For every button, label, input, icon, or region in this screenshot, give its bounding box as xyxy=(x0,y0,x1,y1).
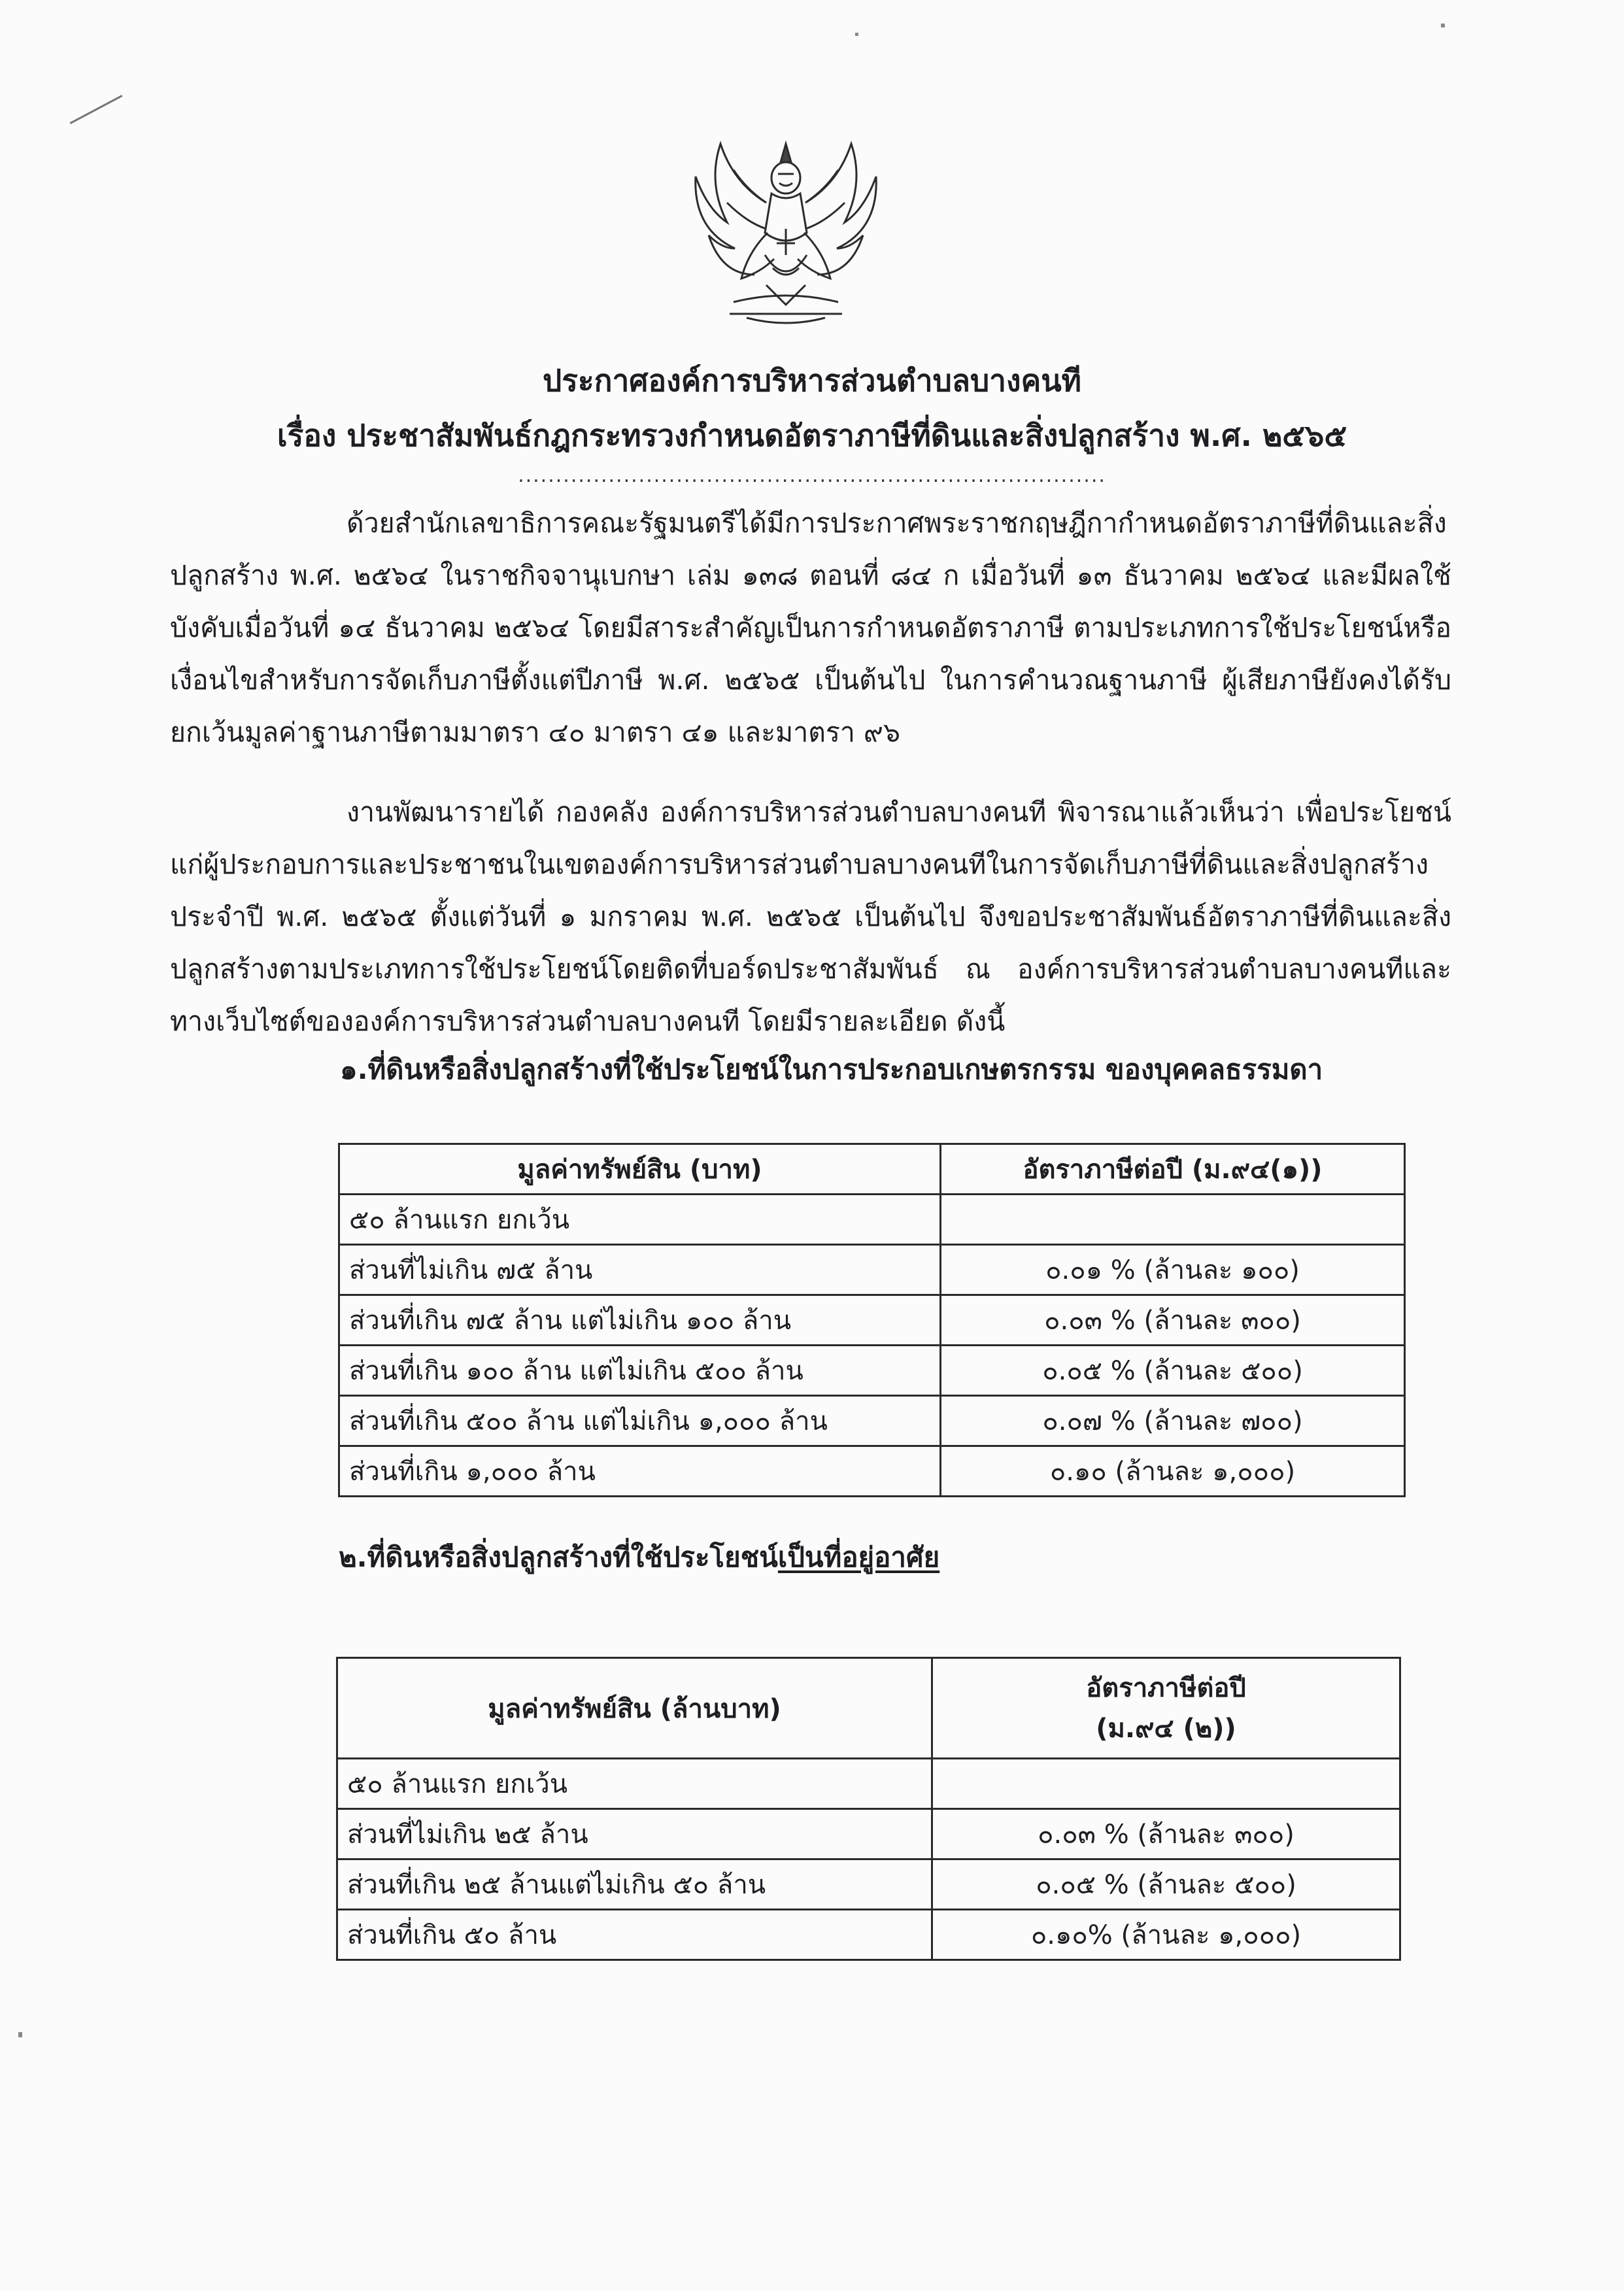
table-row xyxy=(337,1910,1400,1960)
table-row xyxy=(337,1809,1400,1859)
cell-rate: ๐.๑๐ (ล้านละ ๑,๐๐๐) xyxy=(941,1446,1405,1497)
paragraph-1 xyxy=(170,497,1451,758)
scan-speck xyxy=(1441,24,1445,27)
table-row xyxy=(339,1195,1405,1245)
cell-rate xyxy=(932,1759,1400,1809)
cell-value: ส่วนที่เกิน ๕๐ ล้าน xyxy=(337,1910,932,1960)
paragraph-2 xyxy=(170,786,1451,1047)
table-row xyxy=(339,1245,1405,1295)
announcement-subject: เรื่อง ประชาสัมพันธ์กฎกระทรวงกำหนดอัตราภาษีที่ดินและสิ่งปลูกสร้าง พ.ศ. ๒๕๖๕ xyxy=(277,418,1347,453)
announcement-body xyxy=(170,497,1451,1047)
column-header-rate xyxy=(932,1658,1400,1759)
paragraph-1-text: ด้วยสำนักเลขาธิการคณะรัฐมนตรีได้มีการประกาศพระราชกฤษฎีกากำหนดอัตราภาษีที่ดินและสิ่งปลูกสร้าง พ.ศ. ๒๕๖๔ ในราชกิจจานุเบกษา เล่ม ๑๓๘ ตอนที่ ๘๔ ก เมื่อวันที่ ๑๓ ธันวาคม ๒๕๖๔ และมีผลใช้บังคับเมื่อวันที่ ๑๔ ธันวาคม ๒๕๖๔ โดยมีสาระสำคัญเป็นการกำหนดอัตราภาษี ตามประเภทการใช้ประโยชน์หรือเงื่อนไขสำหรับการจัดเก็บภาษีตั้งแต่ปีภาษี พ.ศ. ๒๕๖๕ เป็นต้นไป ในการคำนวณฐานภาษี ผู้เสียภาษียังคงได้รับยกเว้นมูลค่าฐานภาษีตามมาตรา ๔๐ มาตรา ๔๑ และมาตรา ๙๖ xyxy=(170,507,1451,748)
table-header-row xyxy=(337,1658,1400,1759)
garuda-emblem xyxy=(688,131,884,333)
cell-value: ส่วนที่เกิน ๑,๐๐๐ ล้าน xyxy=(339,1446,941,1497)
announcement-header xyxy=(0,353,1624,489)
table-row xyxy=(339,1446,1405,1497)
agriculture-tax-table xyxy=(338,1143,1406,1497)
column-header-value: มูลค่าทรัพย์สิน (บาท) xyxy=(339,1144,941,1195)
cell-rate: ๐.๑๐% (ล้านละ ๑,๐๐๐) xyxy=(932,1910,1400,1960)
cell-rate: ๐.๐๓ % (ล้านละ ๓๐๐) xyxy=(941,1295,1405,1346)
cell-value: ส่วนที่เกิน ๗๕ ล้าน แต่ไม่เกิน ๑๐๐ ล้าน xyxy=(339,1295,941,1346)
title-divider: .............................................................................. xyxy=(518,464,1106,487)
paragraph-2-text: งานพัฒนารายได้ กองคลัง องค์การบริหารส่วนตำบลบางคนที พิจารณาแล้วเห็นว่า เพื่อประโยชน์แก่ผู้ประกอบการและประชาชนในเขตองค์การบริหารส่วนตำบลบางคนทีในการจัดเก็บภาษีที่ดินและสิ่งปลูกสร้าง ประจำปี พ.ศ. ๒๕๖๕ ตั้งแต่วันที่ ๑ มกราคม พ.ศ. ๒๕๖๕ เป็นต้นไป จึงขอประชาสัมพันธ์อัตราภาษีที่ดินและสิ่งปลูกสร้างตามประเภทการใช้ประโยชน์โดยติดที่บอร์ดประชาสัมพันธ์ ณ องค์การบริหารส่วนตำบลบางคนทีและทางเว็บไซต์ขององค์การบริหารส่วนตำบลบางคนที โดยมีรายละเอียด ดังนี้ xyxy=(170,796,1451,1037)
section-1-heading: ๑.ที่ดินหรือสิ่งปลูกสร้างที่ใช้ประโยชน์ในการประกอบเกษตรกรรม ของบุคคลธรรมดา xyxy=(340,1053,1323,1085)
column-header-rate: อัตราภาษีต่อปี (ม.๙๔(๑)) xyxy=(941,1144,1405,1195)
table-row xyxy=(337,1859,1400,1910)
cell-rate: ๐.๐๕ % (ล้านละ ๕๐๐) xyxy=(932,1859,1400,1910)
cell-value: ส่วนที่ไม่เกิน ๗๕ ล้าน xyxy=(339,1245,941,1295)
column-header-value: มูลค่าทรัพย์สิน (ล้านบาท) xyxy=(337,1658,932,1759)
cell-value: ส่วนที่เกิน ๒๕ ล้านแต่ไม่เกิน ๕๐ ล้าน xyxy=(337,1859,932,1910)
scan-speck xyxy=(855,33,858,36)
announcement-title: ประกาศองค์การบริหารส่วนตำบลบางคนที xyxy=(543,363,1081,398)
table-row xyxy=(339,1346,1405,1396)
table-row xyxy=(339,1295,1405,1346)
cell-value: ส่วนที่ไม่เกิน ๒๕ ล้าน xyxy=(337,1809,932,1859)
cell-rate: ๐.๐๑ % (ล้านละ ๑๐๐) xyxy=(941,1245,1405,1295)
residential-tax-table xyxy=(336,1657,1401,1961)
table-row xyxy=(339,1396,1405,1446)
section-2-heading-underlined: เป็นที่อยู่อาศัย xyxy=(777,1541,940,1573)
table-row xyxy=(337,1759,1400,1809)
scan-speck xyxy=(18,2032,22,2037)
cell-value: ๕๐ ล้านแรก ยกเว้น xyxy=(339,1195,941,1245)
cell-value: ส่วนที่เกิน ๕๐๐ ล้าน แต่ไม่เกิน ๑,๐๐๐ ล้าน xyxy=(339,1396,941,1446)
section-2-heading xyxy=(339,1538,939,1577)
cell-value: ส่วนที่เกิน ๑๐๐ ล้าน แต่ไม่เกิน ๕๐๐ ล้าน xyxy=(339,1346,941,1396)
pen-stroke xyxy=(70,95,123,124)
column-header-rate-line2: (ม.๙๔ (๒)) xyxy=(1096,1713,1236,1744)
table-header-row xyxy=(339,1144,1405,1195)
cell-rate: ๐.๐๕ % (ล้านละ ๕๐๐) xyxy=(941,1346,1405,1396)
section-2-heading-text: ๒.ที่ดินหรือสิ่งปลูกสร้างที่ใช้ประโยชน์ xyxy=(339,1541,778,1573)
cell-rate: ๐.๐๓ % (ล้านละ ๓๐๐) xyxy=(932,1809,1400,1859)
cell-rate: ๐.๐๗ % (ล้านละ ๗๐๐) xyxy=(941,1396,1405,1446)
column-header-rate-line1: อัตราภาษีต่อปี xyxy=(1086,1672,1246,1703)
cell-value: ๕๐ ล้านแรก ยกเว้น xyxy=(337,1759,932,1809)
cell-rate xyxy=(941,1195,1405,1245)
